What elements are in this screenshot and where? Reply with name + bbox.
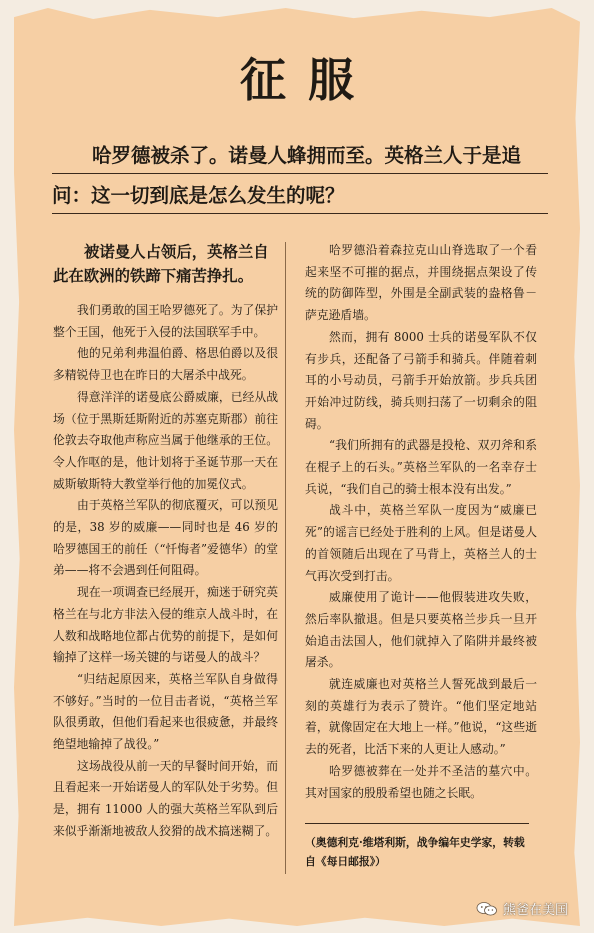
right-paragraph: 就连威廉也对英格兰人誓死战到最后一刻的英雄行为表示了赞许。“他们坚定地站着，就像固定在大地上一样。”他说，“这些逝去的死者，比活下来的人更让人感动。” [305,677,537,757]
left-paragraph: 我们勇敢的国王哈罗德死了。为了保护整个王国，他死于入侵的法国联军手中。 [53,303,278,339]
watermark-text: 熊爸在美国 [503,903,569,918]
article-lede: 哈罗德被杀了。诺曼人蜂拥而至。英格兰人于是追问：这一切到底是怎么发生的呢？ [52,144,522,207]
left-paragraph: 由于英格兰军队的彻底覆灭，可以预见的是，38 岁的威廉——同时也是 46 岁的哈罗德国王的前任（“忏悔者”爱德华）的堂弟——将不会遇到任何阻碍。 [53,498,278,578]
credit-rule [305,823,529,824]
left-paragraph: “归结起原因来，英格兰军队自身做得不够好。”当时的一位目击者说，“英格兰军队很勇敢，但他们看起来也很疲惫，并最终绝望地输掉了战役。” [53,671,278,752]
wechat-icon [476,901,498,917]
left-paragraph: 得意洋洋的诺曼底公爵威廉，已经从战场（位于黑斯廷斯附近的苏塞克斯郡）前往伦敦去夺取他声称应当属于他继承的王位。令人作呕的是，他计划将于圣诞节那一天在威斯敏斯特大教堂举行他的加冕仪式。 [53,389,278,491]
left-paragraph: 现在一项调查已经展开，痴迷于研究英格兰在与北方非法入侵的维京人战斗时，在人数和战略地位都占优势的前提下，是如何输掉了这样一场关键的与诺曼人的战斗？ [53,585,278,665]
right-paragraph: 战斗中，英格兰军队一度因为“威廉已死”的谣言已经处于胜利的上风。但是诺曼人的首领随后出现在了马背上，英格兰人的士气再次受到打击。 [305,503,537,583]
column-divider [285,242,286,874]
left-paragraph: 他的兄弟利弗温伯爵、格思伯爵以及很多精锐侍卫也在昨日的大屠杀中战死。 [53,346,278,383]
right-paragraph: “我们所拥有的武器是投枪、双刃斧和系在棍子上的石头。”英格兰军队的一名幸存士兵说，“我们自己的骑士根本没有出发。” [305,438,537,496]
source-credit: （奥德利克·维塔利斯，战争编年史学家，转载自《每日邮报》） [305,836,525,868]
right-paragraph: 然而，拥有 8000 士兵的诺曼军队不仅有步兵，还配备了弓箭手和骑兵。伴随着刺耳的小号动员，弓箭手开始放箭。步兵兵团开始冲过防线，骑兵则扫荡了一切剩余的阻碍。 [305,329,537,431]
left-column [53,240,278,843]
right-paragraph: 哈罗德被葬在一处并不圣洁的墓穴中。其对国家的殷殷希望也随之长眠。 [305,763,537,800]
right-column [305,240,537,804]
watermark [476,899,568,918]
right-paragraph: 哈罗德沿着森拉克山山脊选取了一个看起来坚不可摧的据点，并围绕据点架设了传统的防御阵型，外围是全副武装的盎格鲁－萨克逊盾墙。 [305,243,537,323]
article-deck: 被诺曼人占领后，英格兰自此在欧洲的铁蹄下痛苦挣扎。 [53,243,269,285]
left-paragraph: 这场战役从前一天的早餐时间开始，而且看起来一开始诺曼人的军队处于劣势。但是，拥有 11000 人的强大英格兰军队到后来似乎渐渐地被敌人狡猾的战术搞迷糊了。 [53,758,278,838]
article-title: 征服 [240,53,376,107]
right-paragraph: 威廉使用了诡计——他假装进攻失败，然后率队撤退。但是只要英格兰步兵一旦开始追击法国人，他们就掉入了陷阱并最终被屠杀。 [305,590,537,670]
